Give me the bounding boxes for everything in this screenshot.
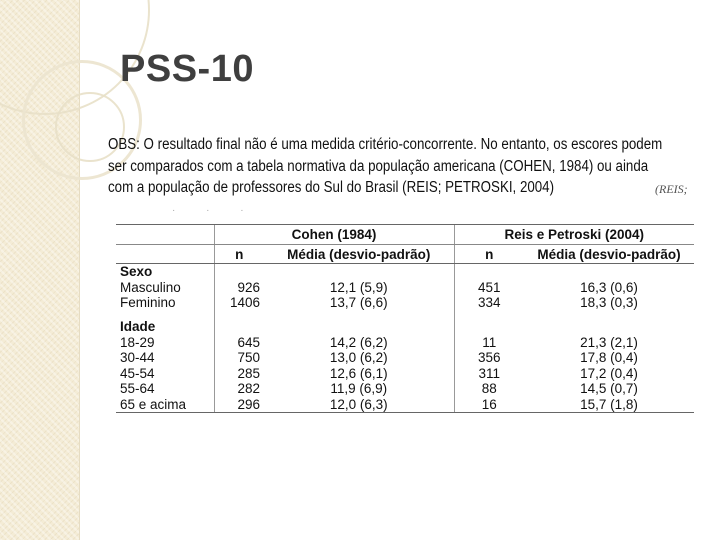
cell-n-reis: 16: [454, 397, 524, 413]
row-label: Masculino: [120, 279, 181, 295]
section-title: Idade: [120, 319, 156, 334]
table-row: [116, 335, 694, 351]
row-label: 30-44: [120, 350, 155, 366]
row-label: 65 e acima: [116, 397, 214, 413]
table-corner-cell: [116, 245, 214, 264]
slide-title: PSS-10: [120, 48, 254, 90]
column-header-media: Média (desvio-padrão): [524, 245, 694, 264]
table-row: [116, 295, 694, 311]
cell-media-reis: 21,3 (2,1): [580, 334, 638, 350]
table-corner-cell: [116, 225, 214, 245]
table-section-row: [116, 264, 694, 280]
cell-media-cohen: 12,6 (6,1): [329, 365, 388, 381]
cell-n-cohen: 296: [214, 397, 264, 413]
cell-n-reis: 311: [454, 366, 524, 382]
column-header-n: n: [454, 245, 524, 264]
table-row: [116, 381, 694, 397]
table-row: [116, 366, 694, 382]
column-header-n: n: [214, 245, 264, 264]
column-header-media: Média (desvio-padrão): [264, 245, 454, 264]
cell-n-cohen: 285: [214, 366, 264, 382]
observation-text: [108, 134, 663, 199]
cell-media-reis: 14,5 (0,7): [580, 381, 638, 397]
cell-media-reis: 16,3 (0,6): [580, 279, 638, 295]
table-group-header: [116, 225, 694, 245]
cell-n-cohen: 645: [214, 335, 264, 351]
cell-media-cohen: 13,0 (6,2): [329, 350, 388, 366]
cell-n-reis: 88: [454, 381, 524, 397]
cell-n-reis: 334: [454, 295, 524, 311]
normative-table: [116, 224, 694, 413]
cell-media-reis: 17,2 (0,4): [580, 365, 638, 381]
table-sub-header: [116, 245, 694, 264]
row-label: 45-54: [120, 365, 155, 381]
cell-n-cohen: 750: [214, 350, 264, 366]
cell-media-cohen: 12,1 (5,9): [329, 279, 388, 295]
cell-media-cohen: 12,0 (6,3): [264, 397, 454, 413]
image-artifact-dots: · · ·: [172, 205, 258, 216]
group-header-reis: Reis e Petroski (2004): [454, 225, 694, 245]
cell-n-cohen: 926: [214, 280, 264, 296]
row-label: Feminino: [120, 295, 176, 311]
cell-n-cohen: 1406: [214, 295, 264, 311]
cell-media-reis: 17,8 (0,4): [580, 350, 638, 366]
observation-line: OBS: O resultado final não é uma medida critério-concorrente. No entanto, os escores podem: [108, 136, 663, 153]
table-spacer: [116, 311, 694, 319]
citation-fragment: (REIS;: [655, 182, 688, 196]
cell-media-reis: 18,3 (0,3): [580, 295, 638, 311]
cell-n-reis: 451: [454, 280, 524, 296]
cell-media-cohen: 13,7 (6,6): [329, 295, 388, 311]
cell-media-cohen: 11,9 (6,9): [330, 381, 388, 397]
cell-n-cohen: 282: [214, 381, 264, 397]
observation-line: com a população de professores do Sul do Brasil (REIS; PETROSKI, 2004): [108, 179, 555, 196]
cell-n-reis: 356: [454, 350, 524, 366]
section-title: Sexo: [120, 264, 153, 280]
cell-media-reis: 15,7 (1,8): [524, 397, 694, 413]
cell-n-reis: 11: [454, 335, 524, 351]
table-section-row: [116, 319, 694, 335]
table-row: [116, 397, 694, 413]
row-label: 55-64: [120, 381, 155, 397]
cell-media-cohen: 14,2 (6,2): [329, 334, 388, 350]
row-label: 18-29: [120, 334, 155, 350]
table-row: [116, 350, 694, 366]
group-header-cohen: Cohen (1984): [214, 225, 454, 245]
table-row: [116, 280, 694, 296]
observation-line: ser comparados com a tabela normativa da população americana (COHEN, 1984) ou ainda: [108, 157, 649, 175]
